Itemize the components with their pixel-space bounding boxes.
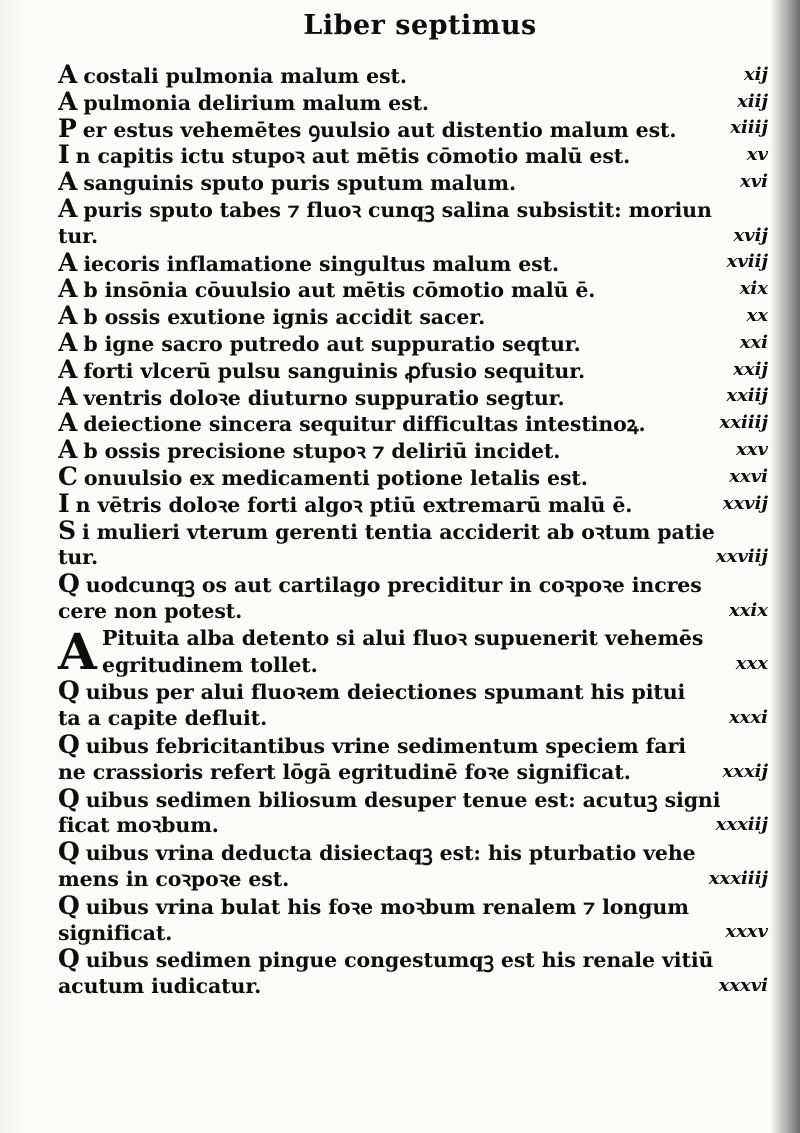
aphorism-number: xxxvi	[718, 974, 768, 996]
aphorism-text: tur.	[58, 223, 99, 248]
aphorism-text: uibus vrina deducta disiectaqꝫ est: his pturbatio vehe	[85, 841, 696, 866]
aphorism-text: iecoris inflamatione singultus malum est.	[83, 251, 560, 276]
aphorism-text: b ossis exutione ignis accidit sacer.	[83, 305, 486, 330]
aphorism-text: onuulsio ex medicamenti potione letalis est.	[83, 465, 588, 490]
aphorism-line	[58, 571, 768, 598]
aphorism-line	[58, 223, 768, 250]
aphorism-entry	[58, 621, 768, 681]
aphorism-text: ficat moꝛbum.	[58, 813, 219, 838]
aphorism-number: xviij	[726, 251, 768, 273]
initial-letter: A	[58, 329, 78, 357]
aphorism-number: xiij	[737, 90, 768, 112]
initial-letter: A	[58, 62, 78, 89]
aphorism-line	[58, 893, 768, 920]
aphorism-text: tur.	[58, 545, 99, 570]
aphorism-line	[58, 732, 768, 759]
aphorism-entry	[58, 732, 768, 786]
initial-letter: Q	[58, 678, 80, 706]
initial-letter: I	[58, 142, 70, 170]
page-gutter-shadow	[770, 0, 800, 1133]
aphorism-entry	[58, 678, 768, 732]
aphorism-text: sanguinis sputo puris sputum malum.	[83, 171, 516, 196]
aphorism-line	[58, 544, 768, 571]
aphorism-entry	[58, 89, 768, 116]
aphorism-text: b insōnia cōuulsio aut mētis cōmotio malū ē.	[83, 278, 596, 303]
running-head: Liber septimus	[303, 10, 537, 41]
aphorism-line	[58, 598, 768, 625]
aphorism-line	[58, 276, 768, 303]
aphorism-number: xxij	[733, 358, 768, 380]
aphorism-number: xix	[739, 278, 768, 300]
aphorism-entry	[58, 839, 768, 893]
aphorism-text: costali pulmonia malum est.	[83, 64, 407, 88]
initial-letter: A	[58, 195, 78, 223]
aphorism-number: xxiij	[726, 385, 768, 407]
aphorism-entry	[58, 384, 768, 411]
aphorism-number: xxix	[728, 599, 768, 621]
aphorism-line	[58, 625, 768, 652]
aphorism-text: puris sputo tabes ⁊ fluoꝛ cunqꝫ salina subsistit: moriun	[83, 197, 712, 222]
aphorism-line	[58, 705, 768, 732]
aphorism-entry	[58, 250, 768, 277]
initial-letter: Q	[58, 571, 80, 598]
aphorism-line	[58, 116, 768, 143]
page-left-margin	[0, 0, 26, 1133]
aphorism-list	[58, 62, 768, 1000]
aphorism-number: xxxiij	[715, 814, 768, 836]
aphorism-text: pulmonia delirium malum est.	[83, 90, 429, 115]
aphorism-text: uibus sedimen pingue congestumqꝫ est his renale vitiū	[85, 948, 714, 973]
aphorism-line	[58, 330, 768, 357]
aphorism-line	[58, 946, 768, 973]
aphorism-entry	[58, 491, 768, 518]
aphorism-entry	[58, 116, 768, 143]
aphorism-number: xxv	[736, 438, 768, 460]
aphorism-entry	[58, 276, 768, 303]
aphorism-line	[58, 920, 768, 947]
aphorism-number: xiiij	[730, 117, 768, 139]
aphorism-entry	[58, 357, 768, 384]
aphorism-number: xxvi	[729, 465, 768, 487]
aphorism-line	[58, 678, 768, 705]
aphorism-line	[58, 518, 768, 545]
aphorism-number: xxxv	[725, 921, 768, 943]
aphorism-number: xxiiij	[719, 412, 768, 434]
initial-letter: A	[58, 88, 78, 116]
initial-letter: A	[58, 303, 78, 330]
aphorism-line	[58, 973, 768, 1000]
aphorism-line	[58, 839, 768, 866]
aphorism-text: Pituita alba detento si alui fluoꝛ supuenerit vehemēs	[102, 625, 704, 650]
aphorism-line	[58, 786, 768, 813]
aphorism-number: xxxi	[728, 706, 768, 728]
aphorism-text: uibus vrina bulat his foꝛe moꝛbum renalem ⁊ longum	[85, 894, 689, 919]
initial-letter: A	[58, 356, 78, 384]
aphorism-entry	[58, 196, 768, 250]
aphorism-text: ne crassioris refert lōgā egritudinē foꝛe significat.	[58, 759, 631, 784]
aphorism-line	[58, 142, 768, 169]
initial-letter: A	[58, 169, 78, 196]
aphorism-line	[58, 812, 768, 839]
initial-letter: Q	[58, 892, 80, 920]
aphorism-text: egritudinem tollet.	[102, 652, 318, 677]
aphorism-entry	[58, 142, 768, 169]
aphorism-entry	[58, 893, 768, 947]
aphorism-entry	[58, 437, 768, 464]
aphorism-number: xvij	[733, 224, 768, 246]
aphorism-line	[58, 866, 768, 893]
aphorism-entry	[58, 464, 768, 491]
initial-letter: Q	[58, 731, 80, 759]
aphorism-text: acutum iudicatur.	[58, 974, 262, 999]
aphorism-entry	[58, 946, 768, 1000]
aphorism-line	[58, 62, 768, 89]
aphorism-entry	[58, 786, 768, 840]
initial-letter: P	[58, 115, 77, 143]
aphorism-text: uibus febricitantibus vrine sedimentum speciem fari	[85, 733, 686, 758]
aphorism-text: n vētris doloꝛe forti algoꝛ ptiū extremarū malū ē.	[75, 492, 633, 517]
aphorism-line	[58, 384, 768, 411]
initial-letter: Q	[58, 839, 80, 866]
initial-letter: S	[58, 517, 76, 545]
aphorism-text: ventris doloꝛe diuturno suppuratio segtur.	[83, 385, 565, 410]
aphorism-text: i mulieri vterum gerenti tentia acciderit ab oꝛtum patie	[81, 519, 715, 544]
aphorism-text: n capitis ictu stupoꝛ aut mētis cōmotio malū est.	[75, 144, 631, 169]
aphorism-number: xxx	[735, 653, 768, 675]
aphorism-text: forti vlcerū pulsu sanguinis ꝓfusio sequitur.	[83, 358, 586, 383]
aphorism-number: xxi	[739, 331, 768, 353]
initial-letter: Q	[58, 785, 80, 813]
aphorism-line	[58, 357, 768, 384]
initial-letter: A	[58, 249, 78, 277]
aphorism-entry	[58, 410, 768, 437]
aphorism-number: xxxiiij	[708, 867, 768, 889]
initial-letter: A	[58, 276, 78, 304]
aphorism-entry	[58, 303, 768, 330]
aphorism-line	[58, 437, 768, 464]
aphorism-text: uibus sedimen biliosum desuper tenue est: acutuꝫ signi	[85, 787, 721, 812]
aphorism-line	[58, 759, 768, 786]
aphorism-line	[58, 196, 768, 223]
aphorism-text: cere non potest.	[58, 598, 243, 623]
aphorism-text: ta a capite defluit.	[58, 706, 268, 731]
aphorism-text: uibus per alui fluoꝛem deiectiones spumant his pitui	[85, 680, 686, 705]
aphorism-entry	[58, 571, 768, 625]
aphorism-line	[58, 89, 768, 116]
aphorism-number: xv	[746, 144, 768, 166]
aphorism-number: xxvij	[722, 492, 768, 514]
aphorism-number: xx	[746, 304, 768, 326]
large-initial-letter: A	[58, 621, 97, 681]
aphorism-number: xxxij	[722, 760, 768, 782]
aphorism-number: xxviij	[715, 546, 768, 568]
initial-letter: I	[58, 490, 70, 518]
aphorism-text: er estus vehemētes ꝯuulsio aut distentio malum est.	[82, 117, 677, 142]
aphorism-line	[58, 169, 768, 196]
aphorism-entry	[58, 518, 768, 572]
aphorism-entry	[58, 62, 768, 89]
initial-letter: C	[58, 463, 78, 491]
aphorism-number: xij	[743, 63, 768, 85]
aphorism-text: uodcunqꝫ os aut cartilago preciditur in coꝛpoꝛe incres	[85, 573, 702, 598]
aphorism-line	[58, 491, 768, 518]
aphorism-text: b igne sacro putredo aut suppuratio seqtur.	[83, 331, 581, 356]
aphorism-line	[58, 410, 768, 437]
aphorism-number: xvi	[739, 170, 768, 192]
aphorism-line	[58, 250, 768, 277]
aphorism-text: mens in coꝛpoꝛe est.	[58, 866, 290, 891]
aphorism-line	[58, 303, 768, 330]
initial-letter: A	[58, 410, 78, 438]
aphorism-text: b ossis precisione stupoꝛ ⁊ deliriū incidet.	[83, 439, 561, 464]
initial-letter: A	[58, 437, 78, 464]
aphorism-entry	[58, 169, 768, 196]
aphorism-line	[58, 652, 768, 679]
aphorism-text: deiectione sincera sequitur difficultas intestinoꝝ.	[83, 412, 646, 437]
aphorism-text: significat.	[58, 920, 173, 945]
aphorism-entry	[58, 330, 768, 357]
initial-letter: A	[58, 383, 78, 411]
initial-letter: Q	[58, 946, 80, 974]
aphorism-line	[58, 464, 768, 491]
